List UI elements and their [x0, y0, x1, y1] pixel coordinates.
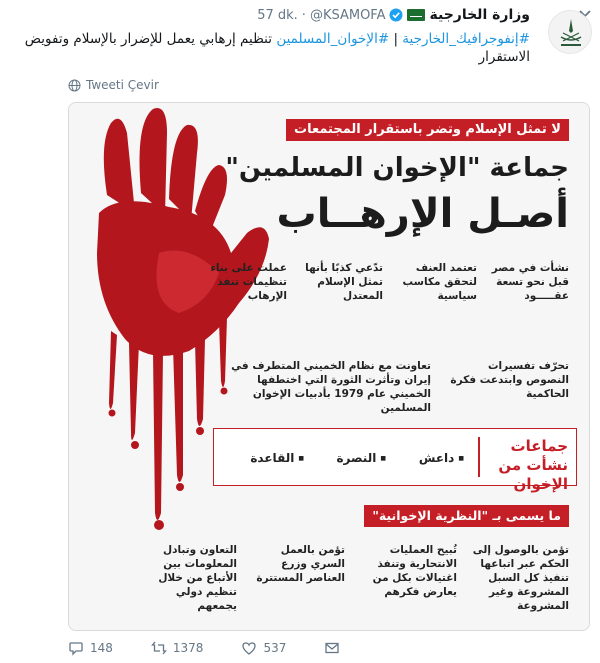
- author-handle[interactable]: @KSAMOFA: [309, 7, 386, 23]
- tweet-header: [257, 7, 530, 23]
- poster-fact: عملت على بناء تنظيمات تنفذ الإرهاب: [210, 262, 287, 302]
- poster-subbanner: ما يسمى بـ "النظرية الإخوانية": [364, 505, 569, 527]
- poster-fact: نشأت في مصر قبل نحو تسعة عقـــــود: [491, 262, 569, 302]
- tweet-time[interactable]: 57 dk.: [257, 7, 298, 23]
- heart-icon: [241, 640, 257, 656]
- reply-icon: [68, 640, 84, 656]
- group-item: ■ داعش: [419, 451, 464, 465]
- emblem-icon: [549, 11, 592, 54]
- poster-fact: تُبيح العمليات الانتحارية وتنفذ اغتيالات بكل من يعارض فكرهم: [372, 544, 457, 598]
- poster-title-line1: جماعة "الإخوان المسلمين": [225, 153, 569, 183]
- poster-banner: لا تمثل الإسلام وتضر باستقرار المجتمعات: [286, 119, 569, 141]
- groups-title: جماعات نشأت من الإخوان: [498, 437, 568, 493]
- translate-link[interactable]: [68, 78, 159, 92]
- retweet-icon: [151, 640, 167, 656]
- separator-dot: ·: [301, 7, 306, 23]
- poster-fact: تحرّف تفسيرات النصوص وابتدعت فكرة الحاكمية: [450, 360, 569, 400]
- groups-box: [213, 428, 577, 493]
- poster-title-line2: أصـل الإرهــاب: [276, 191, 569, 237]
- poster-fact: تعاونت مع نظام الخميني المتطرف في إيران وتأثرت الثورة التي اختطفها الخميني عام 1979 بأدبيات الإخوان المسلمين: [231, 360, 431, 414]
- tweet-text-run: |: [389, 31, 403, 47]
- tweet-actions: [68, 640, 378, 656]
- flag-icon: [407, 9, 425, 21]
- verified-icon: [389, 8, 403, 22]
- retweet-count: 1378: [172, 641, 204, 655]
- like-button[interactable]: [241, 640, 286, 656]
- poster-fact: تدّعي كذبًا بأنها تمثل الإسلام المعتدل: [305, 262, 383, 302]
- group-item: ■ النصرة: [336, 451, 386, 465]
- group-item: ■ القاعدة: [250, 451, 304, 465]
- poster-fact: تؤمن بالعمل السري وزرع العناصر المستترة: [256, 544, 345, 584]
- retweet-button[interactable]: [151, 640, 204, 656]
- poster-fact: التعاون وتبادل المعلومات بين الأتباع من خلال تنظيم دولي يجمعهم: [158, 544, 237, 612]
- like-count: 537: [263, 641, 287, 655]
- reply-button[interactable]: [68, 640, 113, 656]
- translate-label: Tweeti Çevir: [86, 78, 159, 92]
- globe-icon: [68, 79, 81, 92]
- avatar[interactable]: [548, 10, 592, 54]
- tweet-text-run: تنظيم إرهابي يعمل للإضرار بالإسلام وتفويض الاستقرار: [24, 31, 530, 65]
- tweet-text: [10, 30, 530, 66]
- direct-message-button[interactable]: [324, 640, 340, 656]
- poster-fact: تعتمد العنف لتحقق مكاسب سياسية: [402, 262, 477, 302]
- groups-separator: [478, 437, 480, 477]
- reply-count: 148: [90, 641, 113, 655]
- author-name[interactable]: وزارة الخارجية: [429, 7, 530, 23]
- tweet-media-image[interactable]: [68, 102, 590, 631]
- poster-fact: تؤمن بالوصول إلى الحكم عبر اتباعها تنفيذ كل السبل المشروعة وغير المشروعة: [472, 544, 569, 612]
- hashtag-link[interactable]: #الإخوان_المسلمين: [276, 31, 390, 47]
- envelope-icon: [324, 640, 340, 656]
- hashtag-link[interactable]: #إنفوجرافيك_الخارجية: [402, 31, 530, 47]
